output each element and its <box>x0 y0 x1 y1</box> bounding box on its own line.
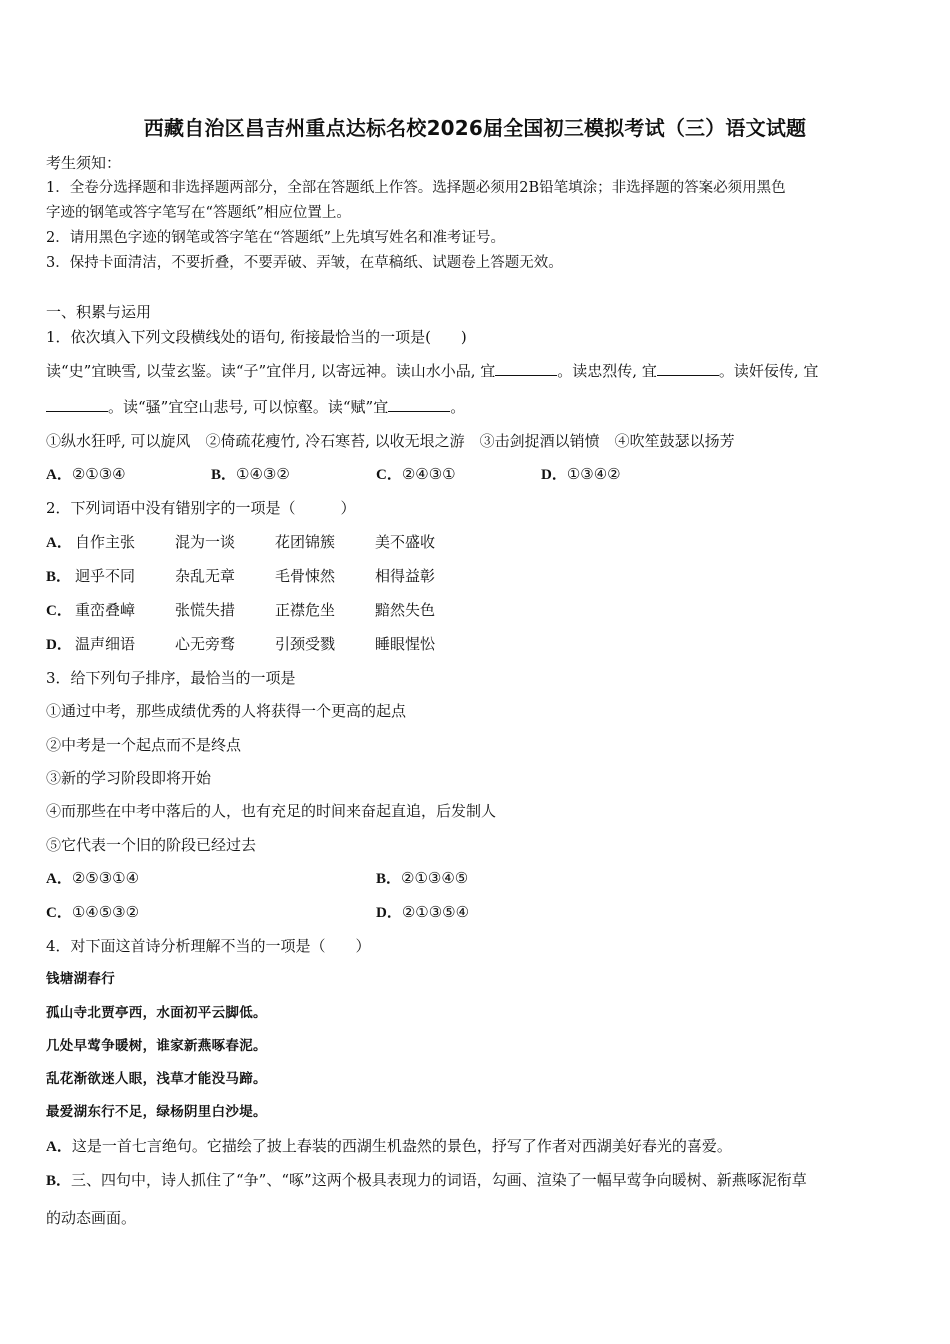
option-label: B． <box>211 467 237 483</box>
q1-text: 。 <box>450 398 466 416</box>
q3-sentence: ③新的学习阶段即将开始 <box>46 769 212 787</box>
option-label: C． <box>376 467 402 483</box>
option-label: B． <box>376 871 402 887</box>
word: 睡眼惺忪 <box>375 635 436 653</box>
poem-line: 孤山寺北贾亭西，水面初平云脚低。 <box>46 1005 267 1021</box>
option-text: ①③④② <box>566 465 621 483</box>
option-text: ②①③④ <box>71 465 126 483</box>
q2-option-b[interactable] <box>46 566 436 587</box>
word: 迥乎不同 <box>75 567 136 585</box>
option-label: A． <box>46 467 72 483</box>
q3-sentence: ②中考是一个起点而不是终点 <box>46 736 242 754</box>
word: 引颈受戮 <box>275 635 336 653</box>
blank-line <box>388 397 450 412</box>
q1-text: 。读“骚”宜空山悲号, 可以惊壑。读“赋”宜 <box>108 398 389 416</box>
option-text: ②①③⑤④ <box>401 903 470 921</box>
blank-line <box>495 361 557 376</box>
option-label: D． <box>541 467 567 483</box>
option-text: 这是一首七言绝句。它描绘了披上春装的西湖生机盎然的景色，抒写了作者对西湖美好春光的喜爱。 <box>71 1137 732 1155</box>
word: 心无旁骛 <box>175 635 236 653</box>
poem-line: 最爱湖东行不足，绿杨阴里白沙堤。 <box>46 1104 267 1120</box>
option-label: A． <box>46 535 72 551</box>
q4-option-a[interactable] <box>46 1136 732 1157</box>
option-label: D． <box>46 637 72 653</box>
option-text: ①④③② <box>236 465 290 483</box>
option-a[interactable] <box>46 464 126 485</box>
option-c[interactable] <box>46 902 139 923</box>
option-label: D． <box>376 905 402 921</box>
q4-stem: 4．对下面这首诗分析理解不当的一项是（ ） <box>46 937 371 955</box>
word: 混为一谈 <box>175 533 236 551</box>
option-text: ②⑤③①④ <box>71 869 140 887</box>
q3-sentence: ①通过中考，那些成绩优秀的人将获得一个更高的起点 <box>46 702 407 720</box>
word: 相得益彰 <box>375 567 436 585</box>
option-b[interactable] <box>376 868 468 889</box>
word: 花团锦簇 <box>275 533 336 551</box>
q1-passage-line1 <box>46 361 818 381</box>
option-label: A． <box>46 1139 72 1155</box>
notice-item: 2．请用黑色字迹的钢笔或答字笔在“答题纸”上先填写姓名和准考证号。 <box>46 230 506 246</box>
poem-title: 钱塘湖春行 <box>46 971 115 987</box>
notice-heading: 考生须知： <box>46 154 122 172</box>
poem-line: 几处早莺争暖树，谁家新燕啄春泥。 <box>46 1038 267 1054</box>
section-heading: 一、积累与运用 <box>46 303 152 321</box>
word: 毛骨悚然 <box>275 567 336 585</box>
q1-choices: ①纵水狂呼, 可以旋风 ②倚疏花瘦竹, 冷石寒苔, 以收无垠之游 ③击剑捉酒以销愤 ④吹笙鼓瑟以扬芳 <box>46 432 735 450</box>
word: 重峦叠嶂 <box>75 601 136 619</box>
word: 杂乱无章 <box>175 567 236 585</box>
option-text: ②①③④⑤ <box>401 869 469 887</box>
word: 美不盛收 <box>375 533 436 551</box>
option-d[interactable] <box>541 464 621 485</box>
word: 黯然失色 <box>375 601 436 619</box>
word: 温声细语 <box>75 635 136 653</box>
option-text: ①④⑤③② <box>71 903 140 921</box>
blank-line <box>46 397 108 412</box>
option-text: 三、四句中，诗人抓住了“争”、“啄”这两个极具表现力的词语，勾画、渲染了一幅早莺争向暖树、新燕啄泥衔草 <box>71 1171 807 1189</box>
option-a[interactable] <box>46 868 139 889</box>
q2-stem: 2．下列词语中没有错别字的一项是（ ） <box>46 499 356 517</box>
q2-option-c[interactable] <box>46 600 436 621</box>
q1-text: 。读奸佞传, 宜 <box>718 362 819 380</box>
q1-text: 读“史”宜映雪, 以莹玄鉴。读“子”宜伴月, 以寄远神。读山水小品, 宜 <box>46 362 496 380</box>
notice-item: 字迹的钢笔或答字笔写在“答题纸”相应位置上。 <box>46 205 351 221</box>
q3-stem: 3．给下列句子排序，最恰当的一项是 <box>46 669 296 687</box>
q3-sentence: ④而那些在中考中落后的人，也有充足的时间来奋起直追，后发制人 <box>46 802 497 820</box>
page-title: 西藏自治区昌吉州重点达标名校2026届全国初三模拟考试（三）语文试题 <box>143 116 807 140</box>
q2-option-d[interactable] <box>46 634 436 655</box>
word: 正襟危坐 <box>275 601 336 619</box>
q3-sentence: ⑤它代表一个旧的阶段已经过去 <box>46 836 257 854</box>
q1-passage-line2 <box>46 397 465 417</box>
word: 张慌失措 <box>175 601 236 619</box>
q1-stem: 1．依次填入下列文段横线处的语句, 衔接最恰当的一项是( ) <box>46 328 467 346</box>
option-label: A． <box>46 871 72 887</box>
q1-text: 。读忠烈传, 宜 <box>557 362 657 380</box>
option-label: B． <box>46 569 72 585</box>
notice-item: 1．全卷分选择题和非选择题两部分，全部在答题纸上作答。选择题必须用2B铅笔填涂；非选择题的答案必须用黑色 <box>46 180 786 196</box>
blank-line <box>657 361 719 376</box>
notice-item: 3．保持卡面清洁，不要折叠，不要弄破、弄皱，在草稿纸、试题卷上答题无效。 <box>46 255 563 271</box>
option-label: B． <box>46 1173 72 1189</box>
word: 自作主张 <box>75 533 136 551</box>
q2-option-a[interactable] <box>46 532 436 553</box>
option-b[interactable] <box>211 464 290 485</box>
option-c[interactable] <box>376 464 456 485</box>
option-label: C． <box>46 905 72 921</box>
option-label: C． <box>46 603 72 619</box>
q4-option-b[interactable] <box>46 1170 807 1191</box>
option-text: ②④③① <box>401 465 456 483</box>
option-d[interactable] <box>376 902 469 923</box>
q4-option-b-cont: 的动态画面。 <box>46 1209 137 1227</box>
poem-line: 乱花渐欲迷人眼，浅草才能没马蹄。 <box>46 1071 267 1087</box>
